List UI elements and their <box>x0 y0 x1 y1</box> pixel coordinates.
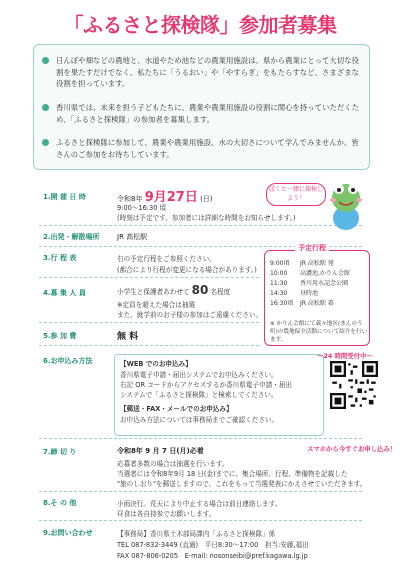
intro-box <box>33 44 370 170</box>
other-note-2: 昼食は各自持参でお願いします。 <box>117 510 216 518</box>
apply-box: 【WEB でのお申込み】 香川県電子申請・届出システムでお申込みください。 右記 QR コードからアクセスするか香川県電子申請・届出 システムで「ふるさと探検隊」と検索してください。 【郵送・FAX・メールでのお申込み】 お申込み方法については事務局までご確認ください。 <box>114 354 324 436</box>
place-value: JR 高松駅 <box>117 233 148 241</box>
fee-label: 5.参 加 費 <box>43 332 77 340</box>
divider <box>39 491 362 492</box>
fee-value: 無 料 <box>117 332 139 342</box>
recruit-note-1: ※定員を超えた場合は抽選 <box>117 301 196 309</box>
intro-bullet-1: 日んぼや畑などの農地と、水道やため池などの農業用施設は、県から農業にとって大切な役割を果たすだけでなく、私たちに「うるおい」や「やすらぎ」をもたらすなど、さまざまな役割を担っています。 <box>42 55 362 90</box>
bullet-dot-icon <box>42 57 49 64</box>
bullet-dot-icon <box>42 139 49 146</box>
deadline-note-1: 応募者多数の場合は抽選を行います。 <box>117 460 229 468</box>
schedule-item: 14:30 昼時池 <box>270 290 319 297</box>
itinerary-note: (都合により行程が変更になる場合があります。) <box>117 266 257 274</box>
schedule-item: 16:30頃 JR 高松駅 着 <box>270 300 334 307</box>
divider <box>39 225 362 226</box>
contact-line-1: 【事務局】香川県土木部局課内「ふるさと探検隊」係 <box>117 530 276 538</box>
date-label: 1.開 催 日 時 <box>43 193 86 201</box>
schedule-note: ※ かりん会館にて義々地区(まんのう町)の農地保全活動について紹介を行います。 <box>270 321 368 343</box>
deadline-note-3: "旅のしおり"を郵送しますので、これをもって当選発表にかえさせていただきます。 <box>117 480 367 488</box>
other-label: 8.そ の 他 <box>43 499 77 507</box>
contact-label: 9.お問い合わせ <box>43 529 93 537</box>
other-note-1: 小雨決行。荒天により中止する場合は前日連絡します。 <box>117 500 282 508</box>
schedule-title: 予定行程 <box>295 243 329 253</box>
page-title: 「ふるさと探検隊」参加者募集 <box>63 13 337 37</box>
bullet-dot-icon <box>42 104 49 111</box>
divider <box>39 520 362 521</box>
deadline-value: 令和8年 9 月 7 日(月)必着 <box>117 447 204 455</box>
schedule-item: 10:00 高濃池,かりん会館 <box>270 270 350 277</box>
speech-bubble: ぼくと一緒に探検しよう！ <box>266 183 326 206</box>
date-note: (時刻は予定です。参加者には詳細な時間をお知らせします。) <box>117 214 296 222</box>
divider <box>39 438 362 439</box>
schedule-item: 9:00頃 JR 高松駅 発 <box>270 260 334 267</box>
contact-line-3[interactable]: FAX 087-806-0205 E-mail: nosonseibi@pref.kagawa.lg.jp <box>117 552 308 560</box>
date-value: 令和8年 9月27日 (日) <box>117 190 213 205</box>
itinerary-value: 右の予定行程をご参照ください。 <box>117 255 216 263</box>
divider <box>39 322 259 323</box>
mascot-icon <box>324 178 368 232</box>
date-time: 9:00～16:30 頃 <box>117 204 167 212</box>
deadline-label: 7.締 切 り <box>43 448 77 456</box>
qr-code[interactable] <box>330 361 378 409</box>
itinerary-label: 3.行 程 表 <box>43 254 77 262</box>
recruit-value: 小学生と保護者あわせて 80 名程度 <box>117 283 231 297</box>
intro-bullet-3: ふるさと探検隊に参加して、農業や農業用施設、水の大切さについて学んでみませんか。皆さんのご参加をお待ちしています。 <box>42 137 362 160</box>
place-label: 2.出発・解散場所 <box>43 233 100 241</box>
smartphone-caption: スマホから今すぐお申し込み！ <box>307 445 397 453</box>
divider <box>39 345 259 346</box>
contact-line-2: TEL 087-832-3449 (直通) 平日8:30～17:00 担当:安藤,福田 <box>117 541 309 549</box>
intro-bullet-2: 香川県では、未来を担う子どもたちに、農業や農業用施設の役割に関心を持っていただくため、「ふるさと探検隊」の参加者を募集します。 <box>42 102 362 125</box>
divider <box>39 277 259 278</box>
recruit-note-2: また、就学前のお子様の参加はご遠慮ください。 <box>117 311 263 319</box>
apply-label: 6.お申込み方法 <box>43 357 93 365</box>
schedule-item: 11:30 香川用水記念公園 <box>270 280 349 287</box>
deadline-note-2: 当選者には令和8年9月 18 日(金)までに、集合場所、行程、準備物を記載した <box>117 470 348 478</box>
qr-caption: ～24 時間受付中～ <box>317 352 373 360</box>
recruit-label: 4.募 集 人 員 <box>43 289 86 297</box>
